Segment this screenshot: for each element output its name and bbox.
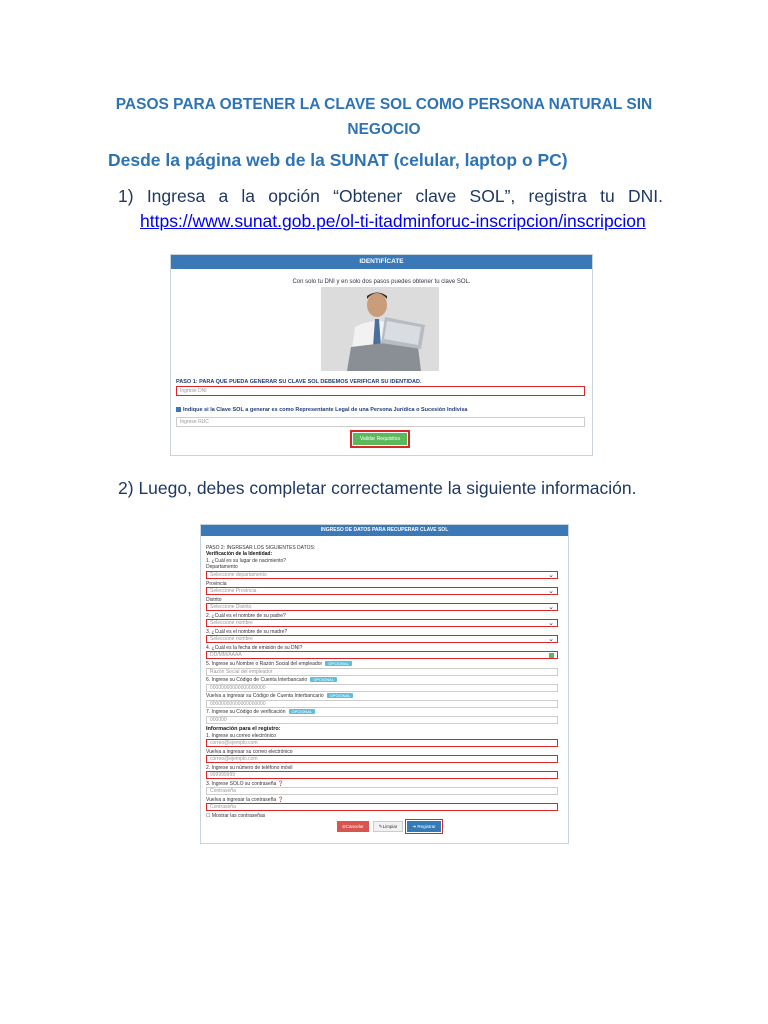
clear-button[interactable]: ✎Limpiar	[373, 821, 404, 832]
chevron-down-icon: ⌄	[548, 604, 554, 611]
checkbox-icon[interactable]	[176, 407, 181, 412]
distrito-label: Distrito	[206, 597, 222, 603]
validar-requisitos-button[interactable]: Validar Requisitos	[353, 433, 407, 445]
section-subtitle: Desde la página web de la SUNAT (celular, laptop o PC)	[108, 150, 568, 170]
chevron-down-icon: ⌄	[548, 620, 554, 627]
padre-select[interactable]: Seleccione nombre ⌄	[206, 619, 558, 627]
optional-badge: OPCIONAL	[325, 661, 352, 666]
recuperar-clave-screenshot	[200, 524, 569, 844]
cancel-button[interactable]: ⊘Cancelar	[337, 821, 369, 832]
r1b-label: Vuelva a ingresar su correo electrónico	[206, 749, 293, 755]
q5-label: 5. Ingrese su Nombre o Razón Social del empleador OPCIONAL	[206, 661, 352, 667]
password-field[interactable]: Contraseña	[206, 787, 558, 795]
departamento-label: Departamento	[206, 564, 238, 570]
info-registro-label: Información para el registro:	[206, 726, 281, 732]
paso2-label: PASO 2: INGRESAR LOS SIGUIENTES DATOS:	[206, 545, 316, 551]
identificate-intro: Con solo tu DNI y en solo dos pasos puedes obtener tu clave SOL.	[292, 279, 471, 285]
q7-label: 7. Ingrese su Código de verificación OPCIONAL	[206, 709, 315, 715]
show-password-checkbox[interactable]: ☐ Mostrar las contraseñas	[206, 813, 266, 819]
q4-label: 4. ¿Cuál es la fecha de emisión de su DNI?	[206, 645, 303, 651]
cci-input[interactable]: 00000000000000000000	[206, 684, 558, 692]
help-icon[interactable]: ❓	[277, 781, 284, 787]
page-title: PASOS PARA OBTENER LA CLAVE SOL COMO PERSONA NATURAL SIN NEGOCIO	[115, 96, 653, 138]
distrito-select[interactable]: Seleccione Distrito ⌄	[206, 603, 558, 611]
madre-select[interactable]: Seleccione nombre ⌄	[206, 635, 558, 643]
paso1-label: PASO 1: PARA QUE PUEDA GENERAR SU CLAVE SOL DEBEMOS VERIFICAR SU IDENTIDAD.	[176, 379, 422, 385]
fecha-emision-input[interactable]: DD/MM/AAAA	[206, 651, 558, 659]
q3-label: 3. ¿Cuál es el nombre de su madre?	[206, 629, 288, 635]
departamento-select[interactable]: Seleccione departamento ⌄	[206, 571, 558, 579]
q6-label: 6. Ingrese su Código de Cuenta Interbancario OPCIONAL	[206, 677, 337, 683]
recuperar-header: INGRESO DE DATOS PARA RECUPERAR CLAVE SOL	[201, 525, 568, 536]
register-button[interactable]: ➔ Registrar	[407, 821, 440, 832]
chevron-down-icon: ⌄	[548, 636, 554, 643]
provincia-select[interactable]: Seleccione Provincia ⌄	[206, 587, 558, 595]
ruc-input[interactable]: Ingrese RUC	[176, 417, 585, 427]
chevron-down-icon: ⌄	[548, 588, 554, 595]
step-1-text: 1) Ingresa a la opción “Obtener clave SOL”, registra tu DNI.	[118, 186, 663, 206]
optional-badge: OPCIONAL	[289, 709, 316, 714]
r3b-label: Vuelva a ingresar la contraseña ❓	[206, 797, 284, 803]
chevron-down-icon: ⌄	[548, 572, 554, 579]
r3-label: 3. Ingrese SOLO su contraseña ❓	[206, 781, 284, 787]
help-icon[interactable]: ❓	[277, 797, 284, 803]
q6b-label: Vuelva a ingresar su Código de Cuenta Interbancario OPCIONAL	[206, 693, 353, 699]
password-confirm-field[interactable]: Contraseña	[206, 803, 558, 811]
man-with-laptop-photo	[321, 287, 439, 371]
calendar-icon[interactable]	[549, 653, 554, 658]
email-confirm-field[interactable]: correo@ejemplo.com	[206, 755, 558, 763]
form-actions	[337, 821, 441, 832]
empleador-input[interactable]: Razón Social del empleador	[206, 668, 558, 676]
cci-confirm-input[interactable]: 00000000000000000000	[206, 700, 558, 708]
dni-input[interactable]: Ingrese DNI	[176, 386, 585, 396]
r1-label: 1. Ingrese su correo electrónico	[206, 733, 277, 739]
phone-field[interactable]: 999999999	[206, 771, 558, 779]
identificate-screenshot	[170, 254, 593, 456]
representante-checkbox-row[interactable]: Indique si la Clave SOL a generar es como Representante Legal de una Persona Jurídica o Sucesión Indivisa	[176, 407, 467, 413]
provincia-label: Provincia	[206, 581, 227, 587]
sunat-link[interactable]: https://www.sunat.gob.pe/ol-ti-itadminforuc-inscripcion/inscripcion	[140, 211, 646, 231]
verificacion-label: Verificación de la Identidad:	[206, 551, 273, 557]
checkbox-icon[interactable]: ☐	[206, 813, 211, 819]
optional-badge: OPCIONAL	[327, 693, 354, 698]
verificacion-input[interactable]: 000000	[206, 716, 558, 724]
q1-label: 1. ¿Cuál es su lugar de nacimiento?	[206, 558, 287, 564]
step-1	[118, 184, 663, 234]
email-field[interactable]: correo@ejemplo.com	[206, 739, 558, 747]
optional-badge: OPCIONAL	[310, 677, 337, 682]
identificate-header: IDENTIFÍCATE	[171, 255, 592, 269]
q2-label: 2. ¿Cuál es el nombre de su padre?	[206, 613, 286, 619]
r2-label: 2. Ingrese su número de teléfono móvil	[206, 765, 293, 771]
step-2: 2) Luego, debes completar correctamente la siguiente información.	[118, 478, 637, 498]
